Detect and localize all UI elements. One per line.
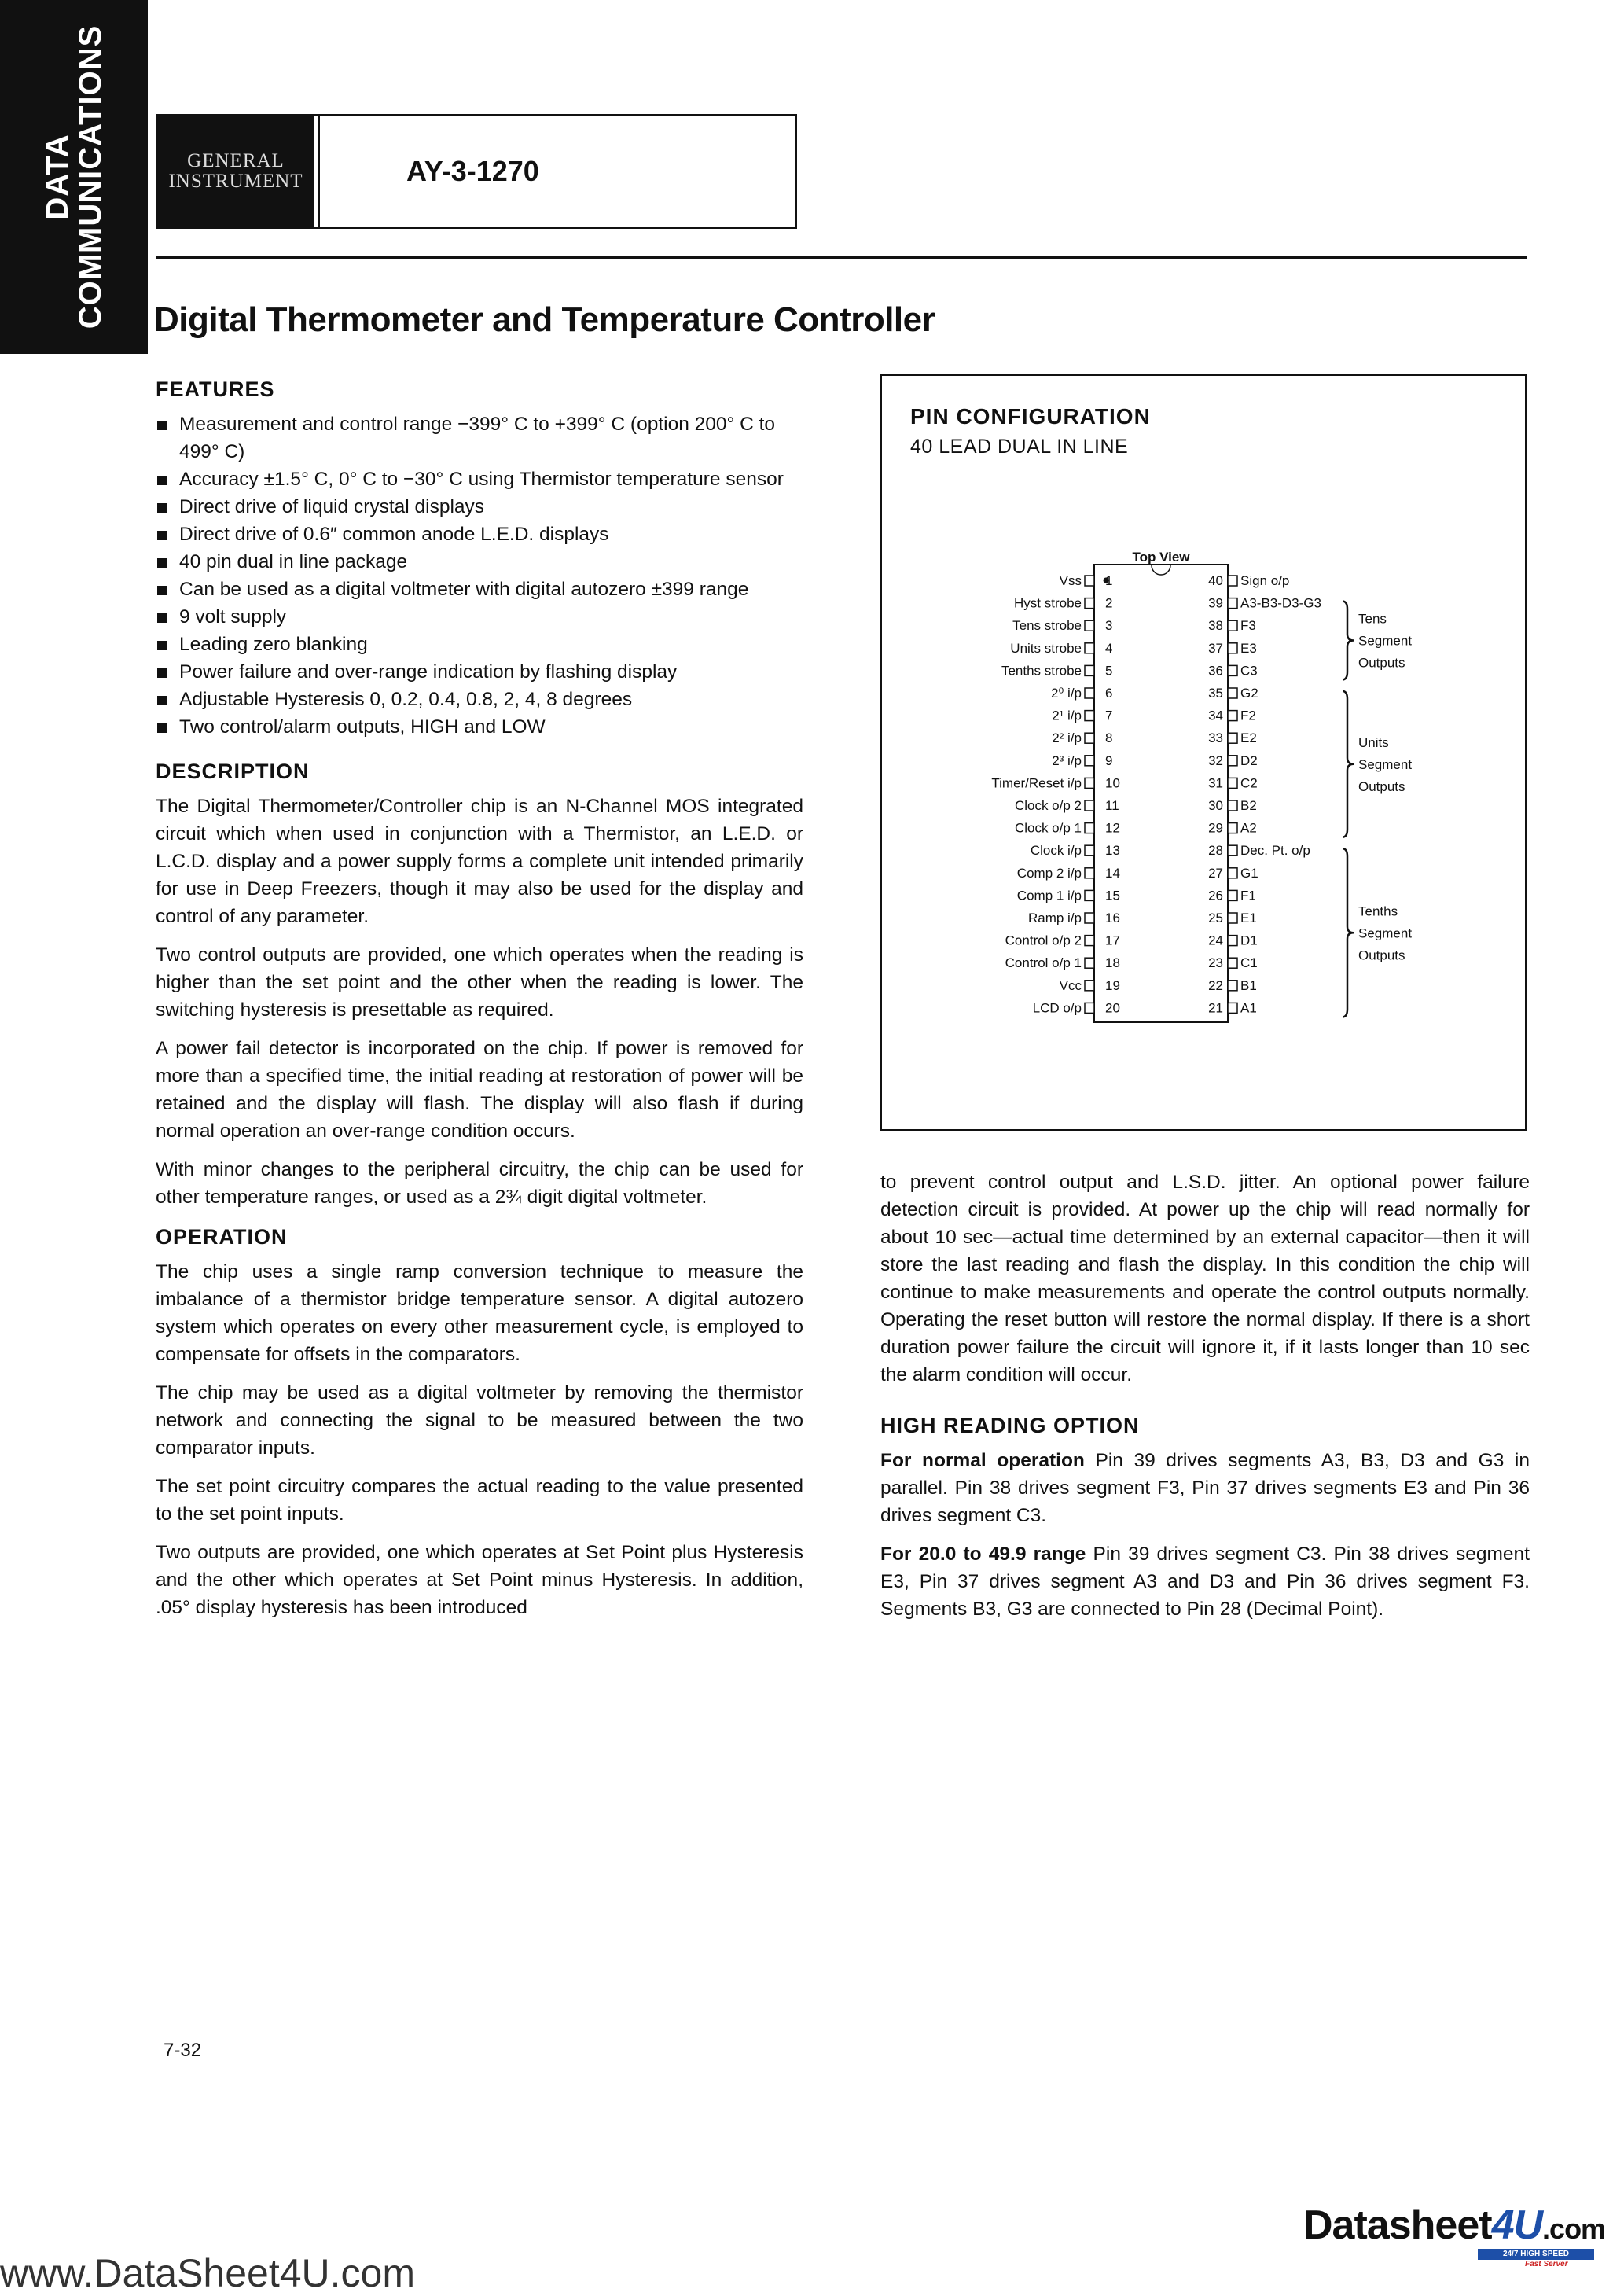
- pin-name-right: A1: [1240, 1000, 1257, 1016]
- feature-item: Can be used as a digital voltmeter with digital autozero ±399 range: [156, 576, 803, 603]
- pin-number-left: 17: [1105, 933, 1120, 948]
- group-label: Units: [1358, 734, 1389, 750]
- group-brace: [1343, 602, 1354, 680]
- pin-number-left: 12: [1105, 820, 1120, 836]
- pin-number-left: 14: [1105, 865, 1120, 881]
- left-column: [156, 376, 803, 1632]
- pin-pad-right: [1228, 756, 1237, 766]
- pin-number-right: 38: [1208, 618, 1223, 634]
- pin-pad-right: [1228, 845, 1237, 855]
- pin-number-right: 35: [1208, 686, 1223, 701]
- pin-number-right: 34: [1208, 708, 1223, 723]
- features-heading: FEATURES: [156, 377, 275, 401]
- pin-name-left: Ramp i/p: [1027, 911, 1082, 925]
- pin-number-right: 21: [1208, 1000, 1223, 1016]
- features-list: [156, 410, 803, 741]
- pin-pad-left: [1085, 643, 1094, 653]
- pin-number-right: 24: [1208, 933, 1223, 948]
- pin-number-left: 5: [1105, 663, 1113, 679]
- pin-name-right: A3-B3-D3-G3: [1240, 595, 1321, 611]
- pin-pad-right: [1228, 576, 1237, 586]
- range-label: For 20.0 to 49.9 range: [880, 1544, 1086, 1565]
- ic-notch: [1152, 565, 1170, 575]
- group-label: Segment: [1358, 633, 1413, 649]
- pin-name-right: E1: [1240, 911, 1257, 925]
- logo-main: Datasheet: [1303, 2202, 1492, 2248]
- pin-name-right: C2: [1240, 775, 1258, 791]
- header-rule: [156, 256, 1527, 259]
- pin-number-right: 25: [1208, 911, 1223, 925]
- pin-number-right: 33: [1208, 730, 1223, 746]
- feature-item: Adjustable Hysteresis 0, 0.2, 0.4, 0.8, 2, 4, 8 degrees: [156, 686, 803, 713]
- pin-number-right: 39: [1208, 595, 1223, 611]
- pin-pad-left: [1085, 800, 1094, 811]
- watermark: www.DataSheet4U.com: [0, 2251, 416, 2295]
- pin-pad-left: [1085, 620, 1094, 631]
- pin-name-right: G2: [1240, 686, 1258, 701]
- pin-pad-left: [1085, 665, 1094, 675]
- pin-pad-right: [1228, 778, 1237, 788]
- pin-name-left: Clock o/p 2: [1014, 798, 1082, 813]
- pin-name-right: A2: [1240, 820, 1257, 836]
- section-sidebar: [0, 0, 148, 354]
- pin-pad-left: [1085, 756, 1094, 766]
- pin-pad-right: [1228, 688, 1237, 698]
- pin-pad-left: [1085, 936, 1094, 946]
- ic-body: [1094, 565, 1228, 1022]
- pin-pad-right: [1228, 598, 1237, 609]
- pin-name-right: C3: [1240, 663, 1258, 679]
- right-column: [880, 1168, 1530, 1634]
- pin-pad-left: [1085, 913, 1094, 923]
- pin-pad-right: [1228, 823, 1237, 833]
- pin-diagram: [882, 376, 1527, 1131]
- pin-pad-right: [1228, 981, 1237, 991]
- pin-configuration-box: [880, 374, 1527, 1131]
- pin-number-left: 3: [1105, 618, 1113, 634]
- pin-number-left: 13: [1105, 843, 1120, 859]
- feature-item: Leading zero blanking: [156, 631, 803, 658]
- page-title: Digital Thermometer and Temperature Controller: [154, 300, 935, 339]
- normal-operation-text: Pin 39 drives segments A3, B3, D3 and G3 in parallel. Pin 38 drives segment F3, Pin 37 drives segments E3 and Pin 36 drives segment C3.: [880, 1450, 1530, 1526]
- pin-number-left: 10: [1105, 775, 1120, 791]
- pin-name-right: B1: [1240, 977, 1257, 993]
- operation-heading: OPERATION: [156, 1225, 288, 1249]
- pin-pad-left: [1085, 890, 1094, 900]
- description-paragraph: The Digital Thermometer/Controller chip is an N-Channel MOS integrated circuit which when used in conjunction with a Thermistor, an L.E.D. or L.C.D. display and a power supply forms a complete unit intended primarily for use in Deep Freezers, though it may also be used for the display and control of any parameter.: [156, 796, 803, 927]
- pin-number-left: 8: [1105, 730, 1113, 746]
- pin-pad-left: [1085, 958, 1094, 968]
- description-paragraph: Two control outputs are provided, one which operates when the reading is higher than the set point and the other when the reading is lower. The switching hysteresis is presettable as required.: [156, 944, 803, 1021]
- pin-pad-right: [1228, 890, 1237, 900]
- logo-suffix: .com: [1542, 2213, 1606, 2245]
- high-reading-heading: HIGH READING OPTION: [880, 1414, 1140, 1437]
- pin-number-right: 23: [1208, 955, 1223, 971]
- pin-pad-right: [1228, 1003, 1237, 1013]
- pin-name-left: Tenths strobe: [1001, 663, 1082, 679]
- pin-name-right: F1: [1240, 888, 1256, 903]
- pin-pad-left: [1085, 598, 1094, 609]
- pin-number-right: 31: [1208, 775, 1223, 791]
- page-number: 7-32: [164, 2040, 202, 2061]
- logo-accent: 4U: [1491, 2202, 1543, 2248]
- pin-name-left: Units strobe: [1010, 640, 1082, 656]
- feature-item: Accuracy ±1.5° C, 0° C to −30° C using Thermistor temperature sensor: [156, 465, 803, 493]
- feature-item: Measurement and control range −399° C to +399° C (option 200° C to 499° C): [156, 410, 803, 465]
- pin-name-left: 2² i/p: [1052, 730, 1082, 746]
- sidebar-label: [41, 25, 107, 329]
- pin-pad-left: [1085, 688, 1094, 698]
- pin-name-right: Sign o/p: [1240, 573, 1290, 588]
- pin-name-right: D2: [1240, 752, 1258, 768]
- pin-pad-left: [1085, 711, 1094, 721]
- operation-paragraph: The set point circuitry compares the actual reading to the value presented to the set point inputs.: [156, 1476, 803, 1525]
- description-body: [156, 793, 803, 1211]
- continued-paragraph: to prevent control output and L.S.D. jitter. An optional power failure detection circuit is provided. At power up the chip will read normally for about 10 sec—actual time determined by an external capacitor—then it will store the last reading and flash the display. In this condition the chip will continue to make measurements and operate the control outputs normally. Operating the reset button will restore the normal display. If there is a short duration power failure the circuit will ignore it, if it lasts longer than 10 sec the alarm condition will occur.: [880, 1172, 1530, 1385]
- operation-paragraph: Two outputs are provided, one which operates at Set Point plus Hysteresis and the other which operates at Set Point minus Hysteresis. In addition, .05° display hysteresis has been introduced: [156, 1542, 803, 1618]
- logo-line-1: GENERAL: [187, 150, 285, 171]
- pin-number-left: 16: [1105, 911, 1120, 925]
- operation-body: [156, 1258, 803, 1621]
- pin-name-right: E3: [1240, 640, 1257, 656]
- pin-number-left: 4: [1105, 640, 1113, 656]
- pin-number-left: 6: [1105, 686, 1113, 701]
- pin-name-left: 2³ i/p: [1052, 752, 1082, 768]
- company-logo: [157, 116, 314, 227]
- pin-name-left: 2⁰ i/p: [1051, 686, 1082, 701]
- pin-number-left: 19: [1105, 977, 1120, 993]
- part-number: AY-3-1270: [318, 116, 789, 227]
- pin-number-left: 15: [1105, 888, 1120, 903]
- pin-pad-left: [1085, 845, 1094, 855]
- pin-pad-right: [1228, 800, 1237, 811]
- pin-pad-right: [1228, 665, 1237, 675]
- pin-number-right: 28: [1208, 843, 1223, 859]
- pin-name-left: Tens strobe: [1012, 618, 1082, 634]
- pin-number-right: 32: [1208, 752, 1223, 768]
- pin-pad-right: [1228, 913, 1237, 923]
- pin-name-left: Comp 1 i/p: [1016, 888, 1082, 903]
- header-box: [156, 114, 797, 229]
- pin-number-right: 36: [1208, 663, 1223, 679]
- pin-pad-right: [1228, 643, 1237, 653]
- logo-tagline-2: Fast Server: [1525, 2260, 1568, 2268]
- pin-config-heading: PIN CONFIGURATION: [910, 404, 1151, 429]
- pin-pad-left: [1085, 733, 1094, 743]
- group-brace: [1343, 691, 1354, 837]
- high-reading-normal: [880, 1447, 1530, 1529]
- sidebar-line-2: COMMUNICATIONS: [73, 24, 108, 329]
- pin-name-left: Vss: [1059, 573, 1082, 588]
- pin-name-left: Clock o/p 1: [1014, 820, 1082, 836]
- pin-name-left: LCD o/p: [1032, 1000, 1082, 1016]
- pin-pad-left: [1085, 576, 1094, 586]
- pin-pad-right: [1228, 936, 1237, 946]
- pin-number-left: 7: [1105, 708, 1113, 723]
- pin-pad-right: [1228, 733, 1237, 743]
- top-view-label: Top View: [1132, 550, 1190, 565]
- group-label: Tens: [1358, 611, 1387, 627]
- pin-number-left: 1: [1105, 573, 1113, 588]
- pin-pad-left: [1085, 981, 1094, 991]
- pin-pad-left: [1085, 823, 1094, 833]
- pin-pad-right: [1228, 711, 1237, 721]
- pin-name-right: C1: [1240, 955, 1258, 971]
- pin-number-right: 29: [1208, 820, 1223, 836]
- pin-pad-left: [1085, 778, 1094, 788]
- datasheet4u-logo: [1303, 2202, 1605, 2249]
- group-label: Outputs: [1358, 655, 1405, 671]
- range-text: Pin 39 drives segment C3. Pin 38 drives segment E3, Pin 37 drives segment A3 and D3 and Pin 36 drives segment F3. Segments B3, G3 are connected to Pin 28 (Decimal Point).: [880, 1544, 1530, 1620]
- sidebar-line-1: DATA: [40, 134, 75, 220]
- pin-number-right: 22: [1208, 977, 1223, 993]
- pin-number-left: 20: [1105, 1000, 1120, 1016]
- pin-name-left: Clock i/p: [1030, 843, 1082, 859]
- pin-number-left: 9: [1105, 752, 1113, 768]
- group-label: Tenths: [1358, 903, 1398, 919]
- pin-name-left: Vcc: [1059, 977, 1082, 993]
- pin-name-right: D1: [1240, 933, 1258, 948]
- pin-name-right: B2: [1240, 798, 1257, 813]
- feature-item: Two control/alarm outputs, HIGH and LOW: [156, 713, 803, 741]
- group-brace: [1343, 848, 1354, 1017]
- pin-name-right: F2: [1240, 708, 1256, 723]
- pin-number-right: 27: [1208, 865, 1223, 881]
- pin-pad-right: [1228, 620, 1237, 631]
- pin-number-left: 11: [1105, 798, 1119, 813]
- pin-name-right: G1: [1240, 865, 1258, 881]
- operation-paragraph: The chip uses a single ramp conversion technique to measure the imbalance of a thermistor bridge temperature sensor. A digital autozero system which operates on every other measurement cycle, is employed to compensate for offsets in the comparators.: [156, 1261, 803, 1365]
- feature-item: 9 volt supply: [156, 603, 803, 631]
- pin-name-left: Comp 2 i/p: [1016, 865, 1082, 881]
- pin-name-right: F3: [1240, 618, 1256, 634]
- pin-name-left: Control o/p 1: [1005, 955, 1082, 971]
- pin-name-right: Dec. Pt. o/p: [1240, 843, 1310, 859]
- logo-tagline: 24/7 HIGH SPEED: [1478, 2249, 1594, 2260]
- pin-pad-left: [1085, 868, 1094, 878]
- pin-number-right: 40: [1208, 573, 1223, 588]
- description-paragraph: With minor changes to the peripheral circuitry, the chip can be used for other temperature ranges, or used as a 2¾ digit digital voltmeter.: [156, 1159, 803, 1208]
- pin-number-left: 2: [1105, 595, 1113, 611]
- feature-item: Direct drive of 0.6″ common anode L.E.D. displays: [156, 521, 803, 548]
- pin-number-right: 30: [1208, 798, 1223, 813]
- pin-number-right: 37: [1208, 640, 1223, 656]
- pin-name-left: Hyst strobe: [1014, 595, 1082, 611]
- feature-item: Direct drive of liquid crystal displays: [156, 493, 803, 521]
- group-label: Outputs: [1358, 947, 1405, 963]
- pin-name-left: Timer/Reset i/p: [991, 775, 1082, 791]
- group-label: Segment: [1358, 756, 1413, 772]
- high-reading-range: [880, 1540, 1530, 1623]
- group-label: Segment: [1358, 925, 1413, 941]
- description-paragraph: A power fail detector is incorporated on the chip. If power is removed for more than a specified time, the initial reading at restoration of power will be retained and the display will flash. The display will also flash if during normal operation an over-range condition occurs.: [156, 1038, 803, 1142]
- description-heading: DESCRIPTION: [156, 760, 310, 783]
- pin-number-left: 18: [1105, 955, 1120, 971]
- feature-item: 40 pin dual in line package: [156, 548, 803, 576]
- pin-name-left: Control o/p 2: [1005, 933, 1082, 948]
- normal-operation-label: For normal operation: [880, 1450, 1085, 1471]
- operation-paragraph: The chip may be used as a digital voltmeter by removing the thermistor network and connecting the signal to be measured between the two comparator inputs.: [156, 1382, 803, 1459]
- pin-config-subheading: 40 LEAD DUAL IN LINE: [910, 436, 1129, 458]
- pin-number-right: 26: [1208, 888, 1223, 903]
- pin-pad-right: [1228, 958, 1237, 968]
- pin-name-right: E2: [1240, 730, 1257, 746]
- pin-name-left: 2¹ i/p: [1052, 708, 1082, 723]
- logo-line-2: INSTRUMENT: [168, 171, 303, 192]
- feature-item: Power failure and over-range indication by flashing display: [156, 658, 803, 686]
- pin-pad-right: [1228, 868, 1237, 878]
- group-label: Outputs: [1358, 778, 1405, 794]
- pin-pad-left: [1085, 1003, 1094, 1013]
